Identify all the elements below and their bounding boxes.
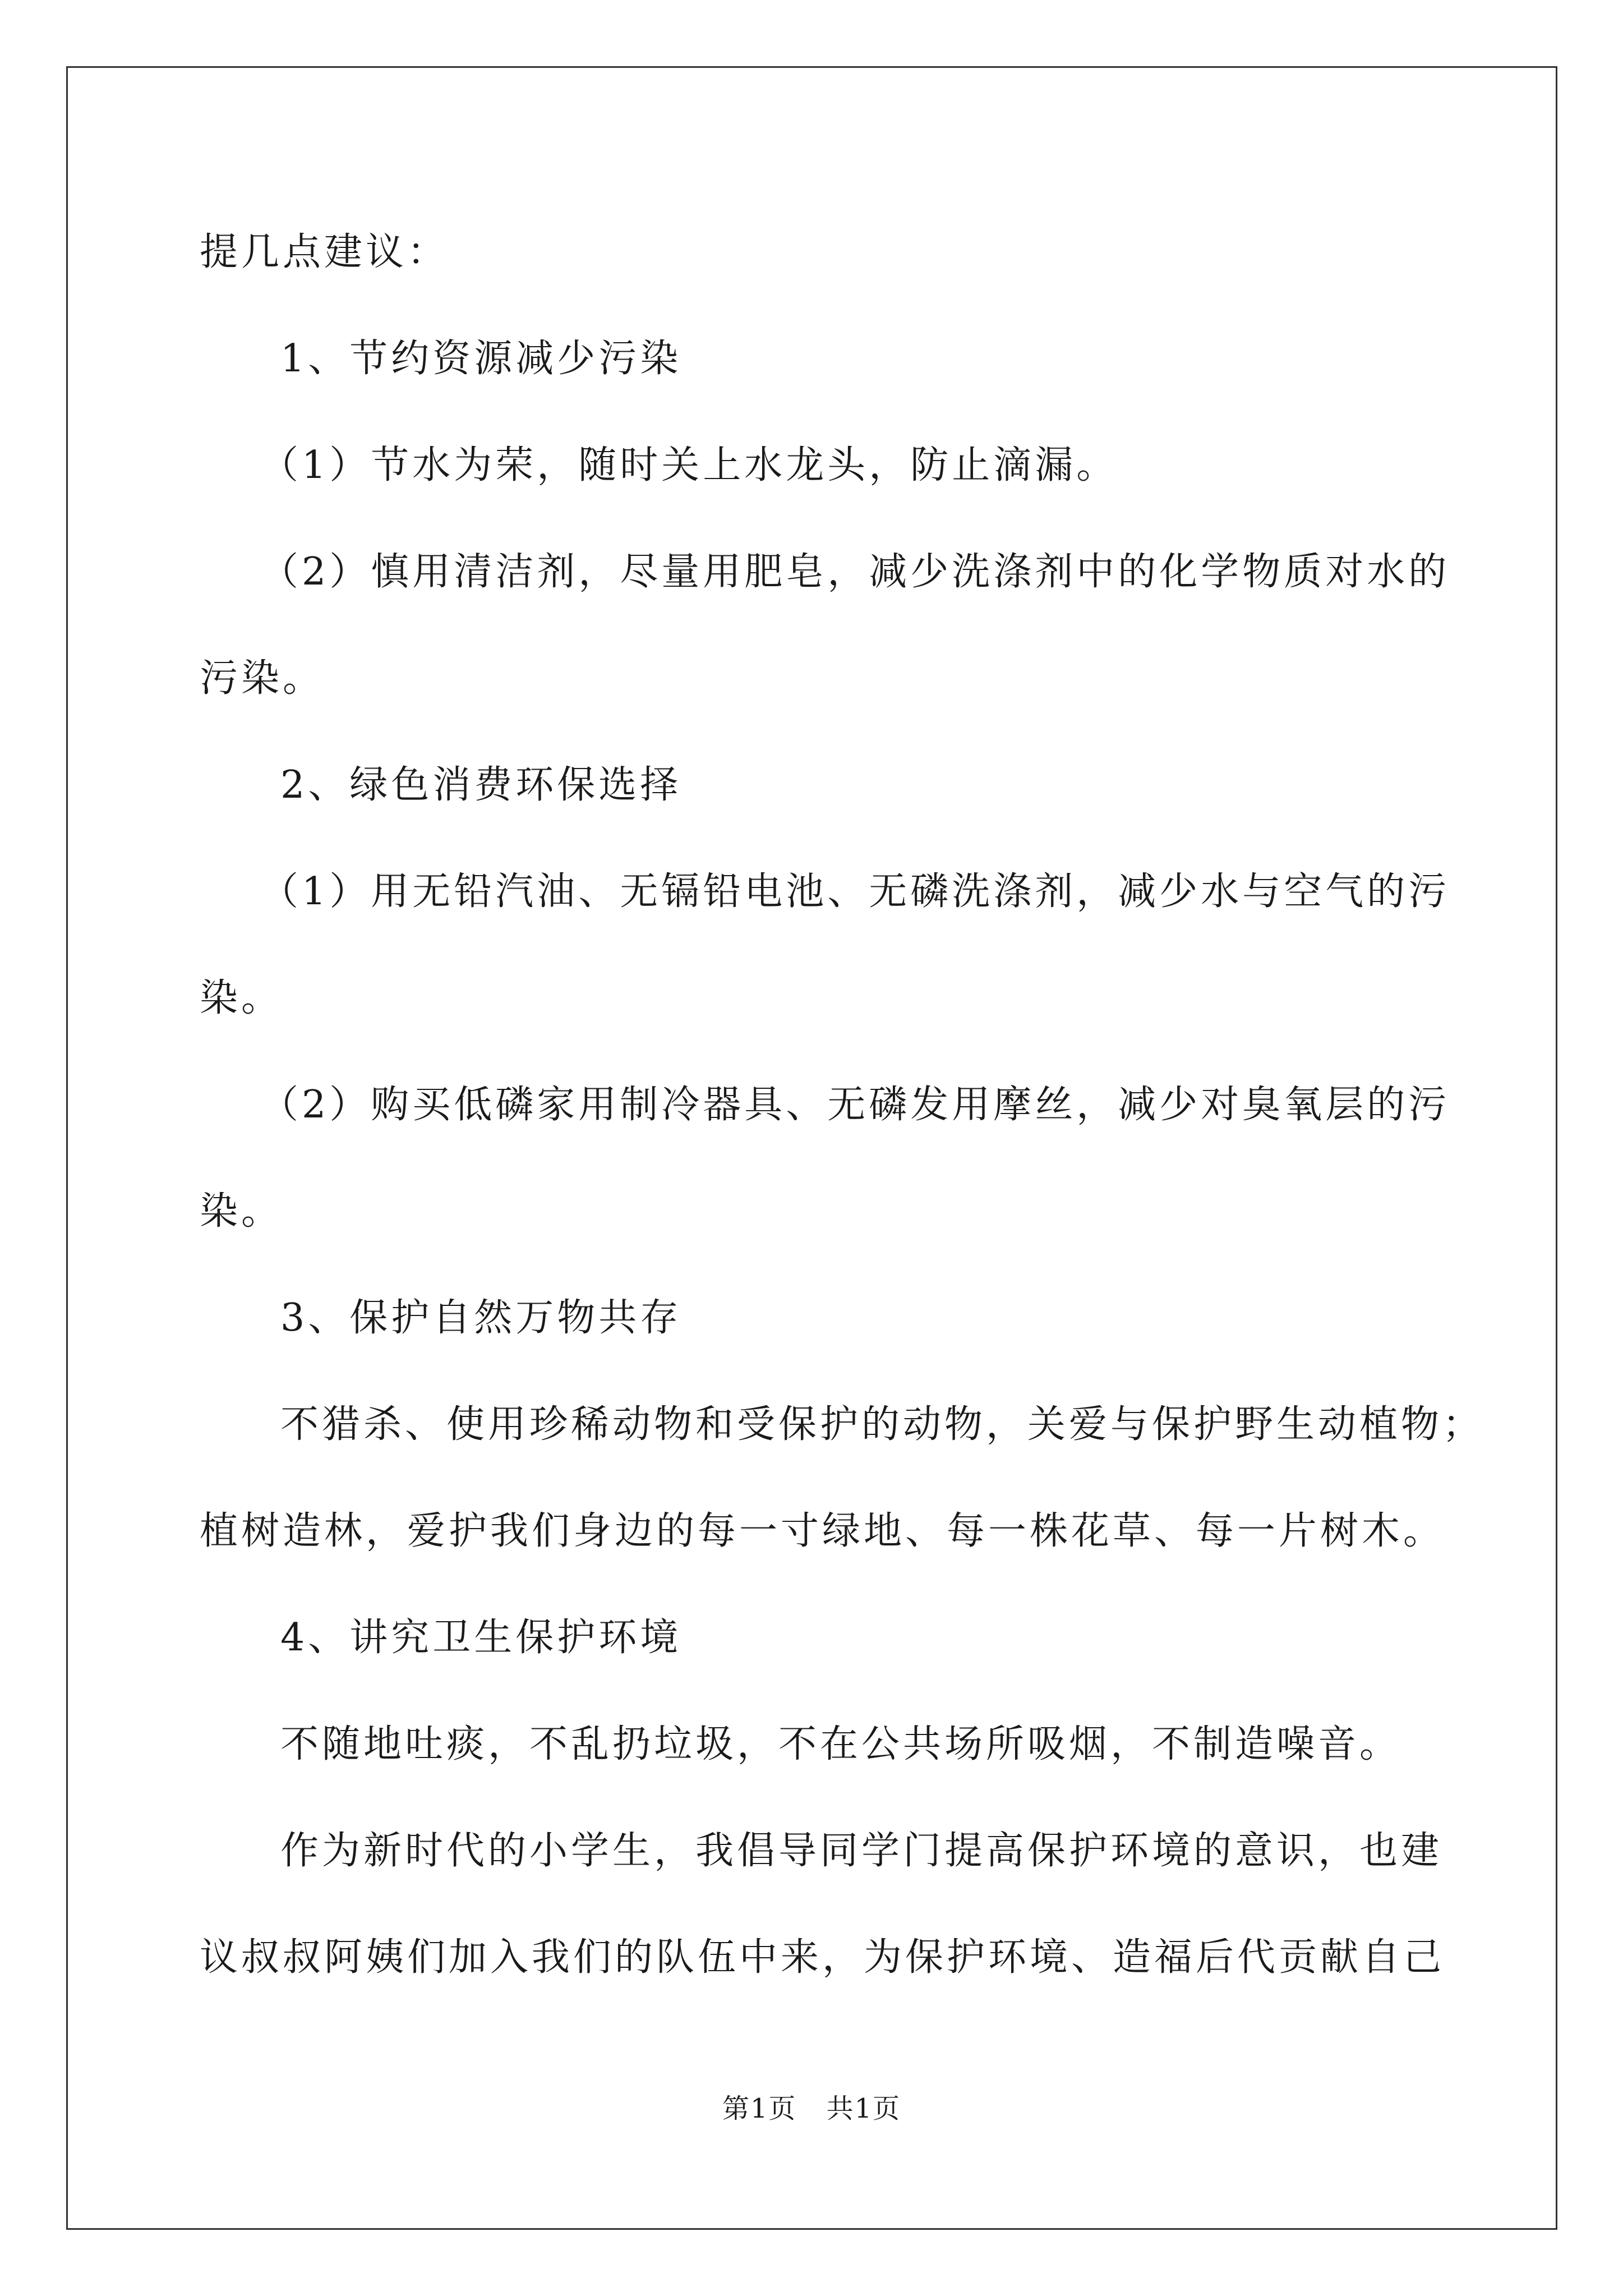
- list-item: （2）购买低磷家用制冷器具、无磷发用摩丝，减少对臭氧层的污: [260, 1083, 1450, 1127]
- list-item: （1）节水为荣，随时关上水龙头，防止滴漏。: [260, 443, 1118, 487]
- list-item-continuation: 染。: [200, 1189, 283, 1234]
- page-number: 第1页: [722, 2093, 797, 2124]
- page-total: 共1页: [826, 2093, 901, 2124]
- section-heading-2: 2、绿色消费环保选择: [280, 763, 682, 807]
- list-item-continuation: 染。: [200, 976, 283, 1020]
- body-paragraph-continuation: 植树造林，爱护我们身边的每一寸绿地、每一株花草、每一片树木。: [200, 1509, 1445, 1553]
- closing-paragraph-continuation: 议叔叔阿姨们加入我们的队伍中来，为保护环境、造福后代贡献自己: [200, 1935, 1445, 1980]
- page-footer: [0, 2087, 1623, 2125]
- closing-paragraph: 作为新时代的小学生，我倡导同学门提高保护环境的意识，也建: [280, 1829, 1443, 1873]
- list-item-continuation: 污染。: [200, 656, 325, 701]
- section-heading-4: 4、讲究卫生保护环境: [280, 1616, 682, 1660]
- list-item: （2）慎用清洁剂，尽量用肥皂，减少洗涤剂中的化学物质对水的: [260, 550, 1450, 594]
- body-paragraph: 不随地吐痰，不乱扔垃圾，不在公共场所吸烟，不制造噪音。: [280, 1722, 1401, 1766]
- section-heading-3: 3、保护自然万物共存: [280, 1296, 682, 1340]
- list-item: （1）用无铅汽油、无镉铅电池、无磷洗涤剂，减少水与空气的污: [260, 869, 1450, 914]
- document-body: [200, 199, 1484, 2011]
- body-paragraph: 不猎杀、使用珍稀动物和受保护的动物，关爱与保护野生动植物；: [280, 1402, 1484, 1447]
- paragraph-intro: 提几点建议：: [200, 230, 449, 274]
- section-heading-1: 1、节约资源减少污染: [280, 337, 682, 381]
